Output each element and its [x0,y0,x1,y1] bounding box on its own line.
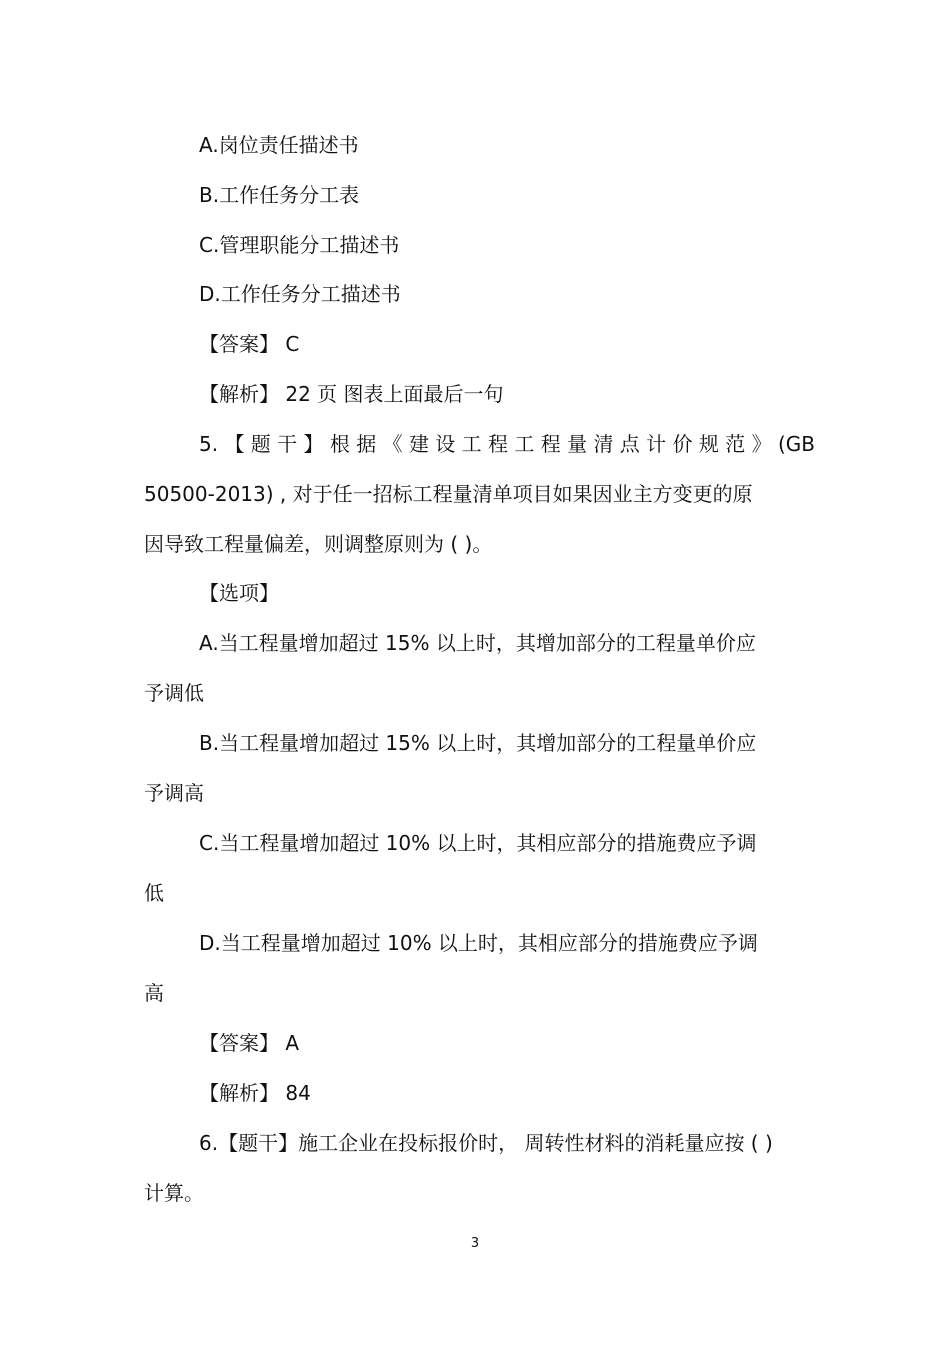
q5-option-c-line2: 低 [144,881,164,905]
q5-options-label: 【选项】 [199,581,279,605]
q5-answer: 【答案】 A [199,1031,300,1055]
q5-option-a-line2: 予调低 [144,681,204,705]
q5-stem-line1: 5. 【 题 干 】 根 据 《 建 设 工 程 工 程 量 清 点 计 价 规 范 》 (GB [199,432,815,456]
q5-option-a-line1: A.当工程量增加超过 15% 以上时，其增加部分的工程量单价应 [199,631,756,655]
q4-option-b: B.工作任务分工表 [199,183,360,207]
q6-stem-line1: 6.【题干】施工企业在投标报价时， 周转性材料的消耗量应按 ( ) [199,1131,773,1155]
q4-answer: 【答案】 C [199,332,300,356]
q5-option-b-line2: 予调高 [144,781,204,805]
q5-stem-line3: 因导致工程量偏差，则调整原则为 ( )。 [144,532,493,556]
q5-option-c-line1: C.当工程量增加超过 10% 以上时，其相应部分的措施费应予调 [199,831,757,855]
q4-analysis: 【解析】 22 页 图表上面最后一句 [199,382,504,406]
q4-option-c: C.管理职能分工描述书 [199,233,400,257]
page-number: 3 [470,1236,480,1251]
q6-stem-line2: 计算。 [144,1181,204,1205]
q5-option-b-line1: B.当工程量增加超过 15% 以上时，其增加部分的工程量单价应 [199,731,757,755]
q4-option-a: A.岗位责任描述书 [199,133,359,157]
q5-stem-line2: 50500-2013) , 对于任一招标工程量清单项目如果因业主方变更的原 [144,482,753,506]
q5-option-d-line2: 高 [144,981,164,1005]
q4-option-d: D.工作任务分工描述书 [199,282,401,306]
q5-analysis: 【解析】 84 [199,1081,311,1105]
q5-option-d-line1: D.当工程量增加超过 10% 以上时，其相应部分的措施费应予调 [199,931,758,955]
